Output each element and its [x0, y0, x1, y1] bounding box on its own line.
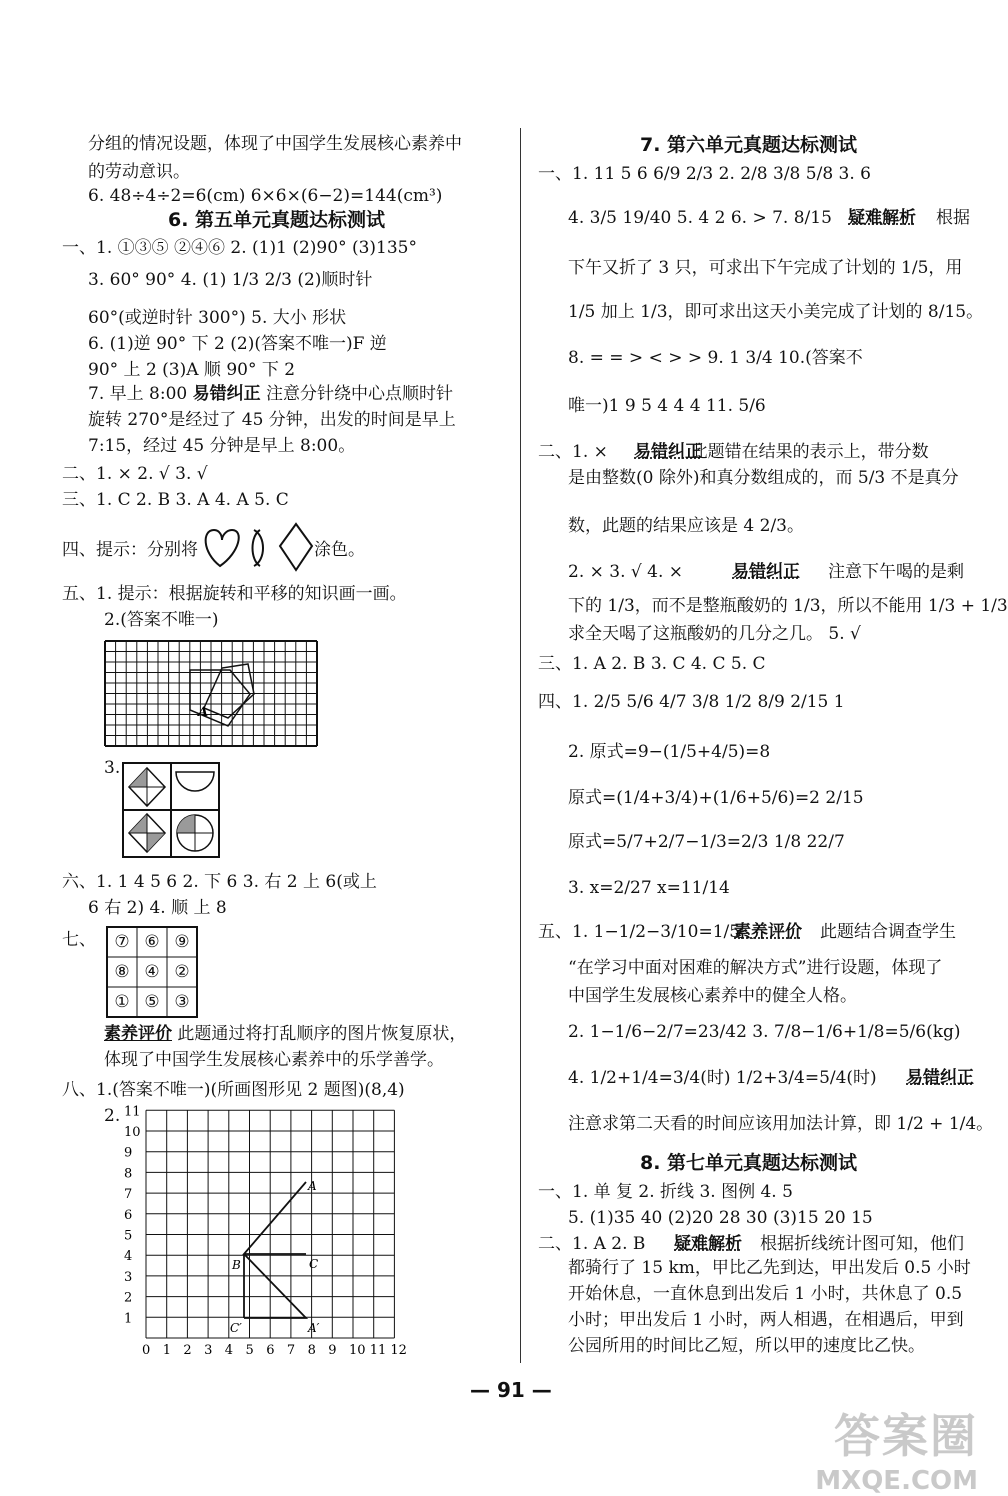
section-6-title: 6. 第五单元真题达标测试: [168, 209, 386, 231]
right-line: 注意下午喝的是剩: [828, 562, 964, 582]
right-line: 数，此题的结果应该是 4 2/3。: [568, 516, 804, 536]
right-line: 中国学生发展核心素养中的健全人格。: [568, 986, 857, 1006]
y-tick-label: 3: [124, 1269, 133, 1285]
heart-shape: [206, 530, 239, 566]
left-line: 三、1. C 2. B 3. A 4. A 5. C: [62, 490, 289, 510]
rotation-grid: [104, 640, 320, 748]
right-line: 公园所用的时间比乙短，所以甲的速度比乙快。: [568, 1336, 925, 1356]
y-tick-label: 11: [124, 1104, 141, 1120]
item7-tag: 易错纠正: [192, 384, 261, 404]
puzzle-cell: ④: [144, 962, 160, 982]
left-line: 2.(答案不唯一): [104, 610, 219, 630]
analysis-tag: 易错纠正: [906, 1068, 974, 1088]
crescent-shape: [253, 530, 264, 566]
section-8-title: 8. 第七单元真题达标测试: [640, 1152, 858, 1174]
right-line: 3. x=2/27 x=11/14: [568, 878, 730, 898]
point-b: B: [232, 1258, 241, 1272]
review-line: [104, 1022, 466, 1046]
puzzle-cell: ②: [174, 962, 190, 982]
left-line: 二、1. × 2. √ 3. √: [62, 464, 208, 484]
right-line: 是由整数(0 除外)和真分数组成的，而 5/3 不是真分: [568, 468, 959, 488]
review-tag: 素养评价: [104, 1024, 172, 1044]
x-tick-label: 0: [142, 1343, 151, 1358]
left-line: 八、1.(答案不唯一)(所画图形见 2 题图)(8,4): [62, 1080, 405, 1100]
left-line: 分组的情况设题，体现了中国学生发展核心素养中: [88, 134, 462, 154]
analysis-tag: 素养评价: [734, 922, 802, 942]
x-tick-label: 7: [286, 1343, 296, 1358]
analysis-tag: 易错纠正: [732, 562, 800, 582]
left-line: 七、: [62, 930, 96, 950]
left-line: 7:15，经过 45 分钟是早上 8:00。: [88, 436, 356, 456]
y-tick-label: 4: [124, 1249, 133, 1265]
left-line: 6 右 2) 4. 顺 上 8: [88, 898, 227, 918]
left-line: 3. 60° 90° 4. (1) 1/3 2/3 (2)顺时针: [88, 270, 373, 290]
column-divider: [520, 128, 521, 1363]
x-tick-label: 3: [204, 1343, 213, 1358]
right-line: 下午又折了 3 只，可求出下午完成了计划的 1/5，用: [568, 258, 963, 278]
right-line: 下的 1/3，而不是整瓶酸奶的 1/3，所以不能用 1/3 + 1/3: [568, 596, 1008, 616]
right-line: 求全天喝了这瓶酸奶的几分之几。 5. √: [568, 624, 861, 644]
analysis-tag: 易错纠正: [634, 442, 702, 462]
right-line: 根据折线统计图可知，他们: [760, 1234, 964, 1254]
watermark: [815, 1400, 978, 1496]
right-line: 原式=5/7+2/7−1/3=2/3 1/8 22/7: [568, 832, 845, 852]
left-line: 6. (1)逆 90° 下 2 (2)(答案不唯一)F 逆: [88, 334, 387, 354]
diamond-shape: [280, 524, 312, 570]
left-line: 6. 48÷4÷2=6(cm) 6×6×(6−2)=144(cm³): [88, 186, 443, 206]
right-line: 五、1. 1−1/2−3/10=1/5: [538, 922, 741, 942]
analysis-tag: 疑难解析: [674, 1234, 742, 1254]
y-tick-label: 2: [124, 1290, 133, 1306]
y-tick-label: 7: [124, 1187, 133, 1203]
point-a: A: [308, 1179, 317, 1193]
x-tick-label: 11: [369, 1343, 387, 1358]
analysis-tag: 疑难解析: [848, 208, 916, 228]
watermark-url: MXQE.COM: [815, 1466, 978, 1496]
right-line: 2. × 3. √ 4. ×: [568, 562, 683, 582]
tile-diamond-top-left: [129, 768, 165, 806]
section-7-title: 7. 第六单元真题达标测试: [640, 134, 858, 156]
right-line: 此题结合调查学生: [820, 922, 956, 942]
y-tick-label: 5: [124, 1228, 133, 1244]
right-line: 小时；甲出发后 1 小时，两人相遇，在相遇后，甲到: [568, 1310, 964, 1330]
right-line: 一、1. 11 5 6 6/9 2/3 2. 2/8 3/8 5/8 3. 6: [538, 164, 871, 184]
item7-rest: 注意分针绕中心点顺时针: [260, 384, 454, 404]
puzzle-cell: ⑨: [174, 932, 190, 952]
tile-diamond-bottom-left: [129, 814, 165, 852]
left-line: 3.: [104, 758, 121, 778]
left-line: 旋转 270°是经过了 45 分钟，出发的时间是早上: [88, 410, 456, 430]
x-tick-label: 5: [245, 1343, 254, 1358]
x-tick-label: 12: [390, 1343, 407, 1358]
right-line: 2. 1−1/6−2/7=23/42 3. 7/8−1/6+1/8=5/6(kg): [568, 1022, 961, 1042]
y-tick-label: 1: [124, 1311, 133, 1327]
shape-translated: [244, 1254, 306, 1318]
right-item-2-1: [538, 440, 929, 464]
y-tick-label: 6: [124, 1207, 133, 1223]
tile-semicircle: [176, 772, 214, 791]
puzzle-cell: ⑦: [114, 932, 130, 952]
item2-1-prefix: 二、1. ×: [538, 442, 614, 462]
left-item-7: [88, 382, 453, 406]
x-tick-label: 4: [224, 1343, 234, 1358]
right-line: 4. 3/5 19/40 5. 4 2 6. > 7. 8/15: [568, 208, 832, 228]
page-number: — 91 —: [470, 1378, 552, 1402]
x-tick-label: 9: [328, 1343, 337, 1358]
puzzle-cell: ⑧: [114, 962, 130, 982]
right-line: 1/5 加上 1/3，即可求出这天小美完成了计划的 8/15。: [568, 302, 984, 322]
left-line: 五、1. 提示：根据旋转和平移的知识画一画。: [62, 584, 407, 604]
left-line: 的劳动意识。: [88, 162, 190, 182]
left-line: 2.: [104, 1106, 121, 1126]
y-tick-label: 10: [124, 1125, 141, 1140]
left-line: 六、1. 1 4 5 6 2. 下 6 3. 右 2 上 6(或上: [62, 872, 377, 892]
right-line: 二、1. A 2. B: [538, 1234, 646, 1254]
right-line: 8. = = > < > > 9. 1 3/4 10.(答案不: [568, 348, 863, 368]
right-line: 2. 原式=9−(1/5+4/5)=8: [568, 742, 771, 762]
left-line: 四、提示：分别将: [62, 540, 198, 560]
x-tick-label: 8: [307, 1343, 316, 1358]
x-tick-label: 10: [349, 1343, 366, 1358]
right-line: 都骑行了 15 km，甲比乙先到达，甲出发后 0.5 小时: [568, 1258, 971, 1278]
left-line: 60°(或逆时针 300°) 5. 大小 形状: [88, 308, 347, 328]
point-c-prime: C′: [230, 1321, 242, 1335]
y-tick-label: 9: [124, 1145, 133, 1161]
y-tick-label: 8: [124, 1166, 133, 1182]
point-c: C: [309, 1257, 319, 1271]
right-line: 开始休息，一直休息到出发后 1 小时，共休息了 0.5: [568, 1284, 963, 1304]
right-line: 4. 1/2+1/4=3/4(时) 1/2+3/4=5/4(时): [568, 1068, 877, 1088]
right-line: 一、1. 单 复 2. 折线 3. 图例 4. 5: [538, 1182, 793, 1202]
tile-circle: [177, 815, 213, 851]
right-line: 注意求第二天看的时间应该用加法计算，即 1/2 + 1/4。: [568, 1114, 994, 1134]
grid1-point-a: A: [198, 705, 209, 720]
right-line: 三、1. A 2. B 3. C 4. C 5. C: [538, 654, 766, 674]
shapes-to-color: [200, 522, 320, 572]
right-line: 四、1. 2/5 5/6 4/7 3/8 1/2 8/9 2/15 1: [538, 692, 845, 712]
item7-prefix: 7. 早上 8:00: [88, 384, 193, 404]
x-tick-label: 1: [162, 1343, 171, 1358]
left-line: 涂色。: [314, 540, 365, 560]
left-line: 一、1. ①③⑤ ②④⑥ 2. (1)1 (2)90° (3)135°: [62, 238, 417, 258]
right-line: 唯一)1 9 5 4 4 4 11. 5/6: [568, 396, 766, 416]
right-line: 根据: [936, 208, 970, 228]
point-a-prime: A′: [308, 1321, 320, 1335]
right-line: “在学习中面对困难的解决方式”进行设题，体现了: [568, 958, 943, 978]
right-line: 原式=(1/4+3/4)+(1/6+5/6)=2 2/15: [568, 788, 864, 808]
puzzle-cell: ③: [174, 992, 190, 1012]
x-tick-label: 2: [183, 1343, 192, 1358]
left-line: 体现了中国学生发展核心素养中的乐学善学。: [104, 1050, 444, 1070]
left-line: 90° 上 2 (3)A 顺 90° 下 2: [88, 360, 296, 380]
watermark-logo: 答案圈: [834, 1409, 978, 1463]
x-tick-label: 6: [266, 1343, 275, 1358]
quadrant-figures: [122, 762, 220, 858]
puzzle-cell: ⑤: [144, 992, 160, 1012]
puzzle-cell: ①: [114, 992, 130, 1012]
puzzle-cell: ⑥: [144, 932, 160, 952]
review-rest: 此题通过将打乱顺序的图片恢复原状，: [172, 1024, 467, 1044]
coordinate-grid: [118, 1102, 407, 1358]
right-line: 5. (1)35 40 (2)20 28 30 (3)15 20 15: [568, 1208, 873, 1228]
item2-1-rest: 此题错在结果的表示上，带分数: [685, 442, 929, 462]
